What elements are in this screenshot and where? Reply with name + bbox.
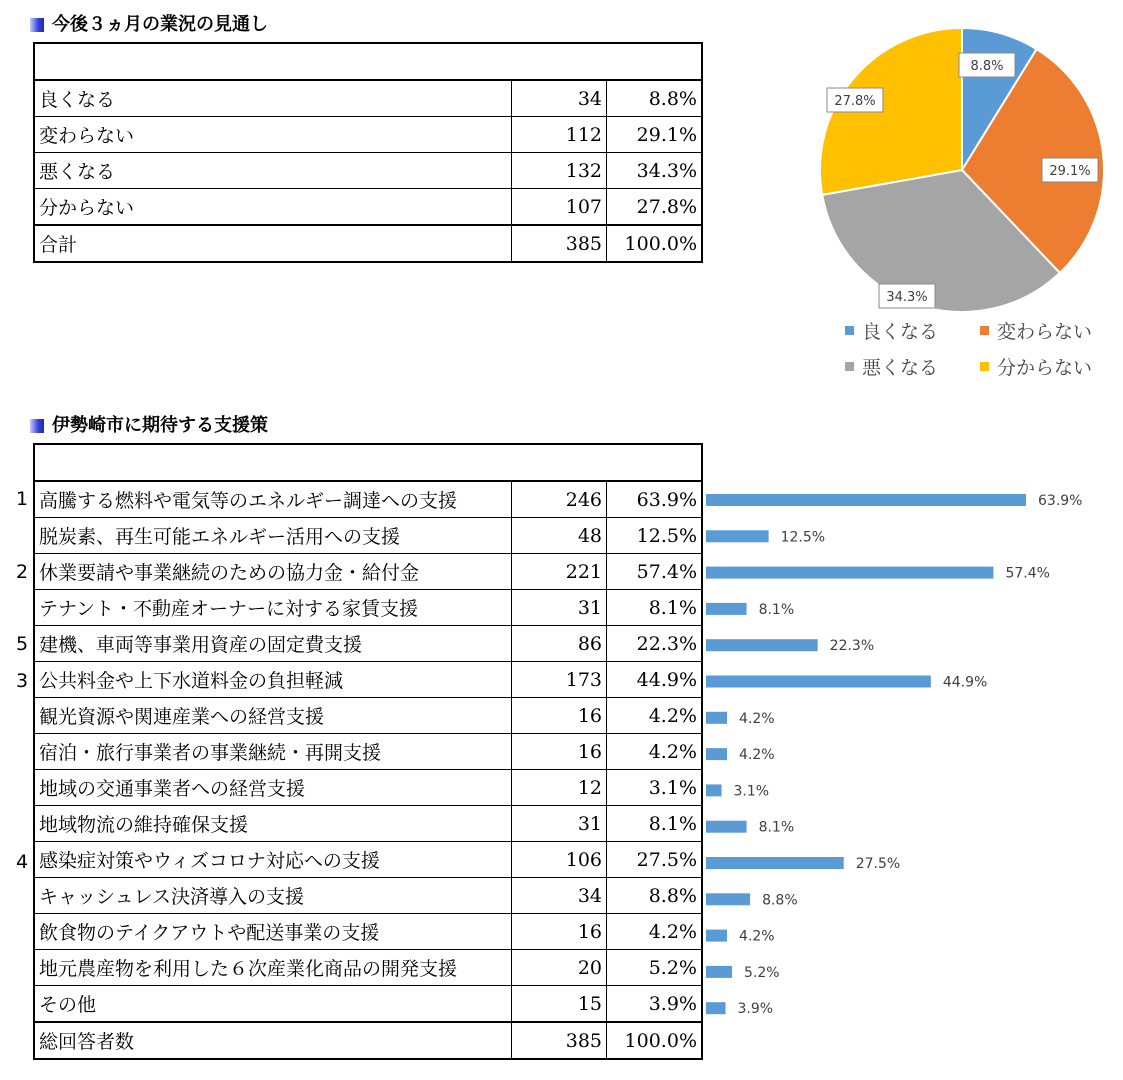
table-row (34, 914, 702, 950)
row-pct: 12.5% (607, 518, 703, 554)
row-count: 173 (512, 662, 607, 698)
legend-swatch-gray-icon (845, 362, 854, 371)
total-label: 合計 (34, 225, 512, 262)
table-header-cell (34, 43, 702, 80)
rank-number (14, 735, 30, 771)
row-count: 112 (512, 117, 607, 153)
table-header-row (34, 444, 702, 481)
bar-0 (706, 494, 1026, 506)
row-count: 12 (512, 770, 607, 806)
legend-item-3 (980, 353, 1092, 380)
row-pct: 8.8% (607, 80, 703, 117)
table-row (34, 117, 702, 153)
row-pct: 22.3% (607, 626, 703, 662)
table-row (34, 698, 702, 734)
row-pct: 8.1% (607, 806, 703, 842)
total-row (34, 225, 702, 262)
bar-data-label: 27.5% (855, 856, 901, 872)
bar-8 (706, 784, 722, 796)
bar-data-label: 44.9% (942, 674, 988, 691)
row-count: 16 (512, 914, 607, 950)
title-marker-icon (30, 18, 44, 32)
total-pct: 100.0% (607, 225, 703, 262)
pie-data-label (827, 88, 883, 112)
table-row (34, 518, 702, 554)
bar-data-label: 22.3% (829, 638, 875, 655)
outlook-table (33, 42, 703, 263)
bar-data-label: 8.1% (758, 601, 795, 618)
row-pct: 27.5% (607, 842, 703, 878)
legend-item-2 (845, 353, 938, 380)
row-label: 建機、車両等事業用資産の固定費支援 (34, 626, 512, 662)
row-count: 221 (512, 554, 607, 590)
bar-11 (706, 893, 750, 905)
table-row (34, 842, 702, 878)
table-header-cell (34, 444, 702, 481)
total-pct: 100.0% (607, 1022, 703, 1059)
row-label: 地元農産物を利用した６次産業化商品の開発支援 (34, 950, 512, 986)
bar-13 (706, 966, 732, 978)
rank-number: 3 (15, 669, 29, 692)
row-count: 34 (512, 80, 607, 117)
row-label: 休業要請や事業継続のための協力金・給付金 (34, 554, 512, 590)
title-marker-icon (30, 419, 44, 433)
row-label: 良くなる (34, 80, 512, 117)
row-pct: 27.8% (607, 189, 703, 226)
row-pct: 29.1% (607, 117, 703, 153)
section1-title (30, 13, 268, 37)
rank-number (14, 917, 30, 953)
pie-data-label (959, 53, 1015, 77)
table-row (34, 481, 702, 518)
row-label: 悪くなる (34, 153, 512, 189)
rank-number (14, 989, 30, 1025)
row-pct: 3.1% (607, 770, 703, 806)
rank-number: 1 (15, 488, 29, 510)
total-count: 385 (512, 225, 607, 262)
rank-number: 4 (15, 851, 29, 873)
row-label: 高騰する燃料や電気等のエネルギー調達への支援 (34, 481, 512, 518)
pie-label-text: 29.1% (1049, 164, 1091, 179)
row-label: 感染症対策やウィズコロナ対応への支援 (34, 842, 512, 878)
bar-data-label: 4.2% (739, 747, 775, 764)
bar-data-label: 3.9% (737, 1001, 774, 1018)
row-label: 地域物流の維持確保支援 (34, 806, 512, 842)
bar-4 (706, 639, 818, 651)
row-count: 86 (512, 626, 607, 662)
legend-item-0 (845, 317, 938, 344)
pie-label-text: 8.8% (970, 59, 1004, 74)
row-pct: 3.9% (607, 986, 703, 1023)
pie-label-text: 27.8% (834, 94, 876, 109)
table-row (34, 590, 702, 626)
row-label: 観光資源や関連産業への経営支援 (34, 698, 512, 734)
row-pct: 44.9% (607, 662, 703, 698)
pie-label-text: 34.3% (886, 290, 928, 305)
pie-data-label (879, 284, 935, 308)
bar-data-label: 4.2% (739, 928, 775, 945)
row-pct: 4.2% (607, 914, 703, 950)
rank-number (14, 953, 30, 989)
bar-3 (706, 603, 747, 615)
total-count: 385 (512, 1022, 607, 1059)
bar-data-label: 3.1% (733, 783, 770, 800)
outlook-pie-chart (800, 10, 1120, 330)
bar-12 (706, 930, 727, 942)
row-pct: 34.3% (607, 153, 703, 189)
row-count: 31 (512, 590, 607, 626)
row-label: その他 (34, 986, 512, 1023)
row-count: 16 (512, 698, 607, 734)
table-row (34, 80, 702, 117)
table-row (34, 153, 702, 189)
total-label: 総回答者数 (34, 1022, 512, 1059)
bar-data-label: 4.2% (739, 710, 775, 727)
bar-7 (706, 748, 727, 760)
rank-number (14, 808, 30, 844)
row-label: 飲食物のテイクアウトや配送事業の支援 (34, 914, 512, 950)
table-row (34, 662, 702, 698)
rank-number (14, 517, 30, 553)
table-row (34, 554, 702, 590)
row-label: 変わらない (34, 117, 512, 153)
bar-data-label: 12.5% (780, 529, 826, 546)
legend-swatch-orange-icon (980, 326, 989, 335)
row-pct: 4.2% (607, 734, 703, 770)
row-pct: 8.8% (607, 878, 703, 914)
row-pct: 8.1% (607, 590, 703, 626)
row-label: キャッシュレス決済導入の支援 (34, 878, 512, 914)
legend-label: 変わらない (997, 321, 1093, 343)
legend-label: 悪くなる (862, 357, 939, 379)
rank-number (14, 880, 30, 916)
table-row (34, 806, 702, 842)
legend-item-1 (980, 317, 1092, 344)
row-count: 106 (512, 842, 607, 878)
bar-9 (706, 821, 747, 833)
row-count: 48 (512, 518, 607, 554)
row-label: 分からない (34, 189, 512, 226)
section1-title-text: 今後３ヵ月の業況の見通し (52, 14, 268, 35)
row-label: 地域の交通事業者への経営支援 (34, 770, 512, 806)
row-label: 宿泊・旅行事業者の事業継続・再開支援 (34, 734, 512, 770)
bar-6 (706, 712, 727, 724)
total-row (34, 1022, 702, 1059)
rank-number: 5 (15, 633, 29, 656)
section2-title-text: 伊勢崎市に期待する支援策 (52, 415, 268, 436)
pie-data-label (1042, 158, 1098, 182)
bar-data-label: 5.2% (744, 964, 780, 981)
legend-label: 分からない (997, 357, 1093, 379)
row-pct: 5.2% (607, 950, 703, 986)
row-count: 15 (512, 986, 607, 1023)
row-count: 246 (512, 481, 607, 518)
table-row (34, 950, 702, 986)
bar-data-label: 8.1% (758, 819, 795, 836)
bar-data-label: 8.8% (762, 892, 798, 909)
row-pct: 57.4% (607, 554, 703, 590)
row-count: 107 (512, 189, 607, 226)
table-row (34, 986, 702, 1023)
row-count: 16 (512, 734, 607, 770)
bar-data-label: 63.9% (1038, 493, 1083, 509)
row-pct: 63.9% (607, 481, 703, 518)
rank-number (14, 590, 30, 626)
table-row (34, 770, 702, 806)
row-label: 脱炭素、再生可能エネルギー活用への支援 (34, 518, 512, 554)
row-pct: 4.2% (607, 698, 703, 734)
row-label: テナント・不動産オーナーに対する家賃支援 (34, 590, 512, 626)
bar-2 (706, 567, 993, 579)
row-label: 公共料金や上下水道料金の負担軽減 (34, 662, 512, 698)
bar-5 (706, 676, 931, 688)
legend-swatch-yellow-icon (980, 362, 989, 371)
row-count: 31 (512, 806, 607, 842)
row-count: 20 (512, 950, 607, 986)
row-count: 132 (512, 153, 607, 189)
section2-title (30, 414, 268, 438)
bar-10 (706, 857, 844, 869)
rank-number (14, 699, 30, 735)
bar-data-label: 57.4% (1005, 565, 1050, 582)
rank-number: 2 (15, 560, 29, 583)
support-bar-chart (700, 480, 1120, 1030)
table-header-row (34, 43, 702, 80)
rank-number (14, 771, 30, 807)
table-row (34, 878, 702, 914)
legend-label: 良くなる (862, 321, 939, 343)
row-count: 34 (512, 878, 607, 914)
table-row (34, 189, 702, 226)
table-row (34, 734, 702, 770)
legend-swatch-blue-icon (845, 326, 854, 335)
bar-1 (706, 530, 769, 542)
table-row (34, 626, 702, 662)
bar-14 (706, 1002, 726, 1014)
support-table (33, 443, 703, 1060)
